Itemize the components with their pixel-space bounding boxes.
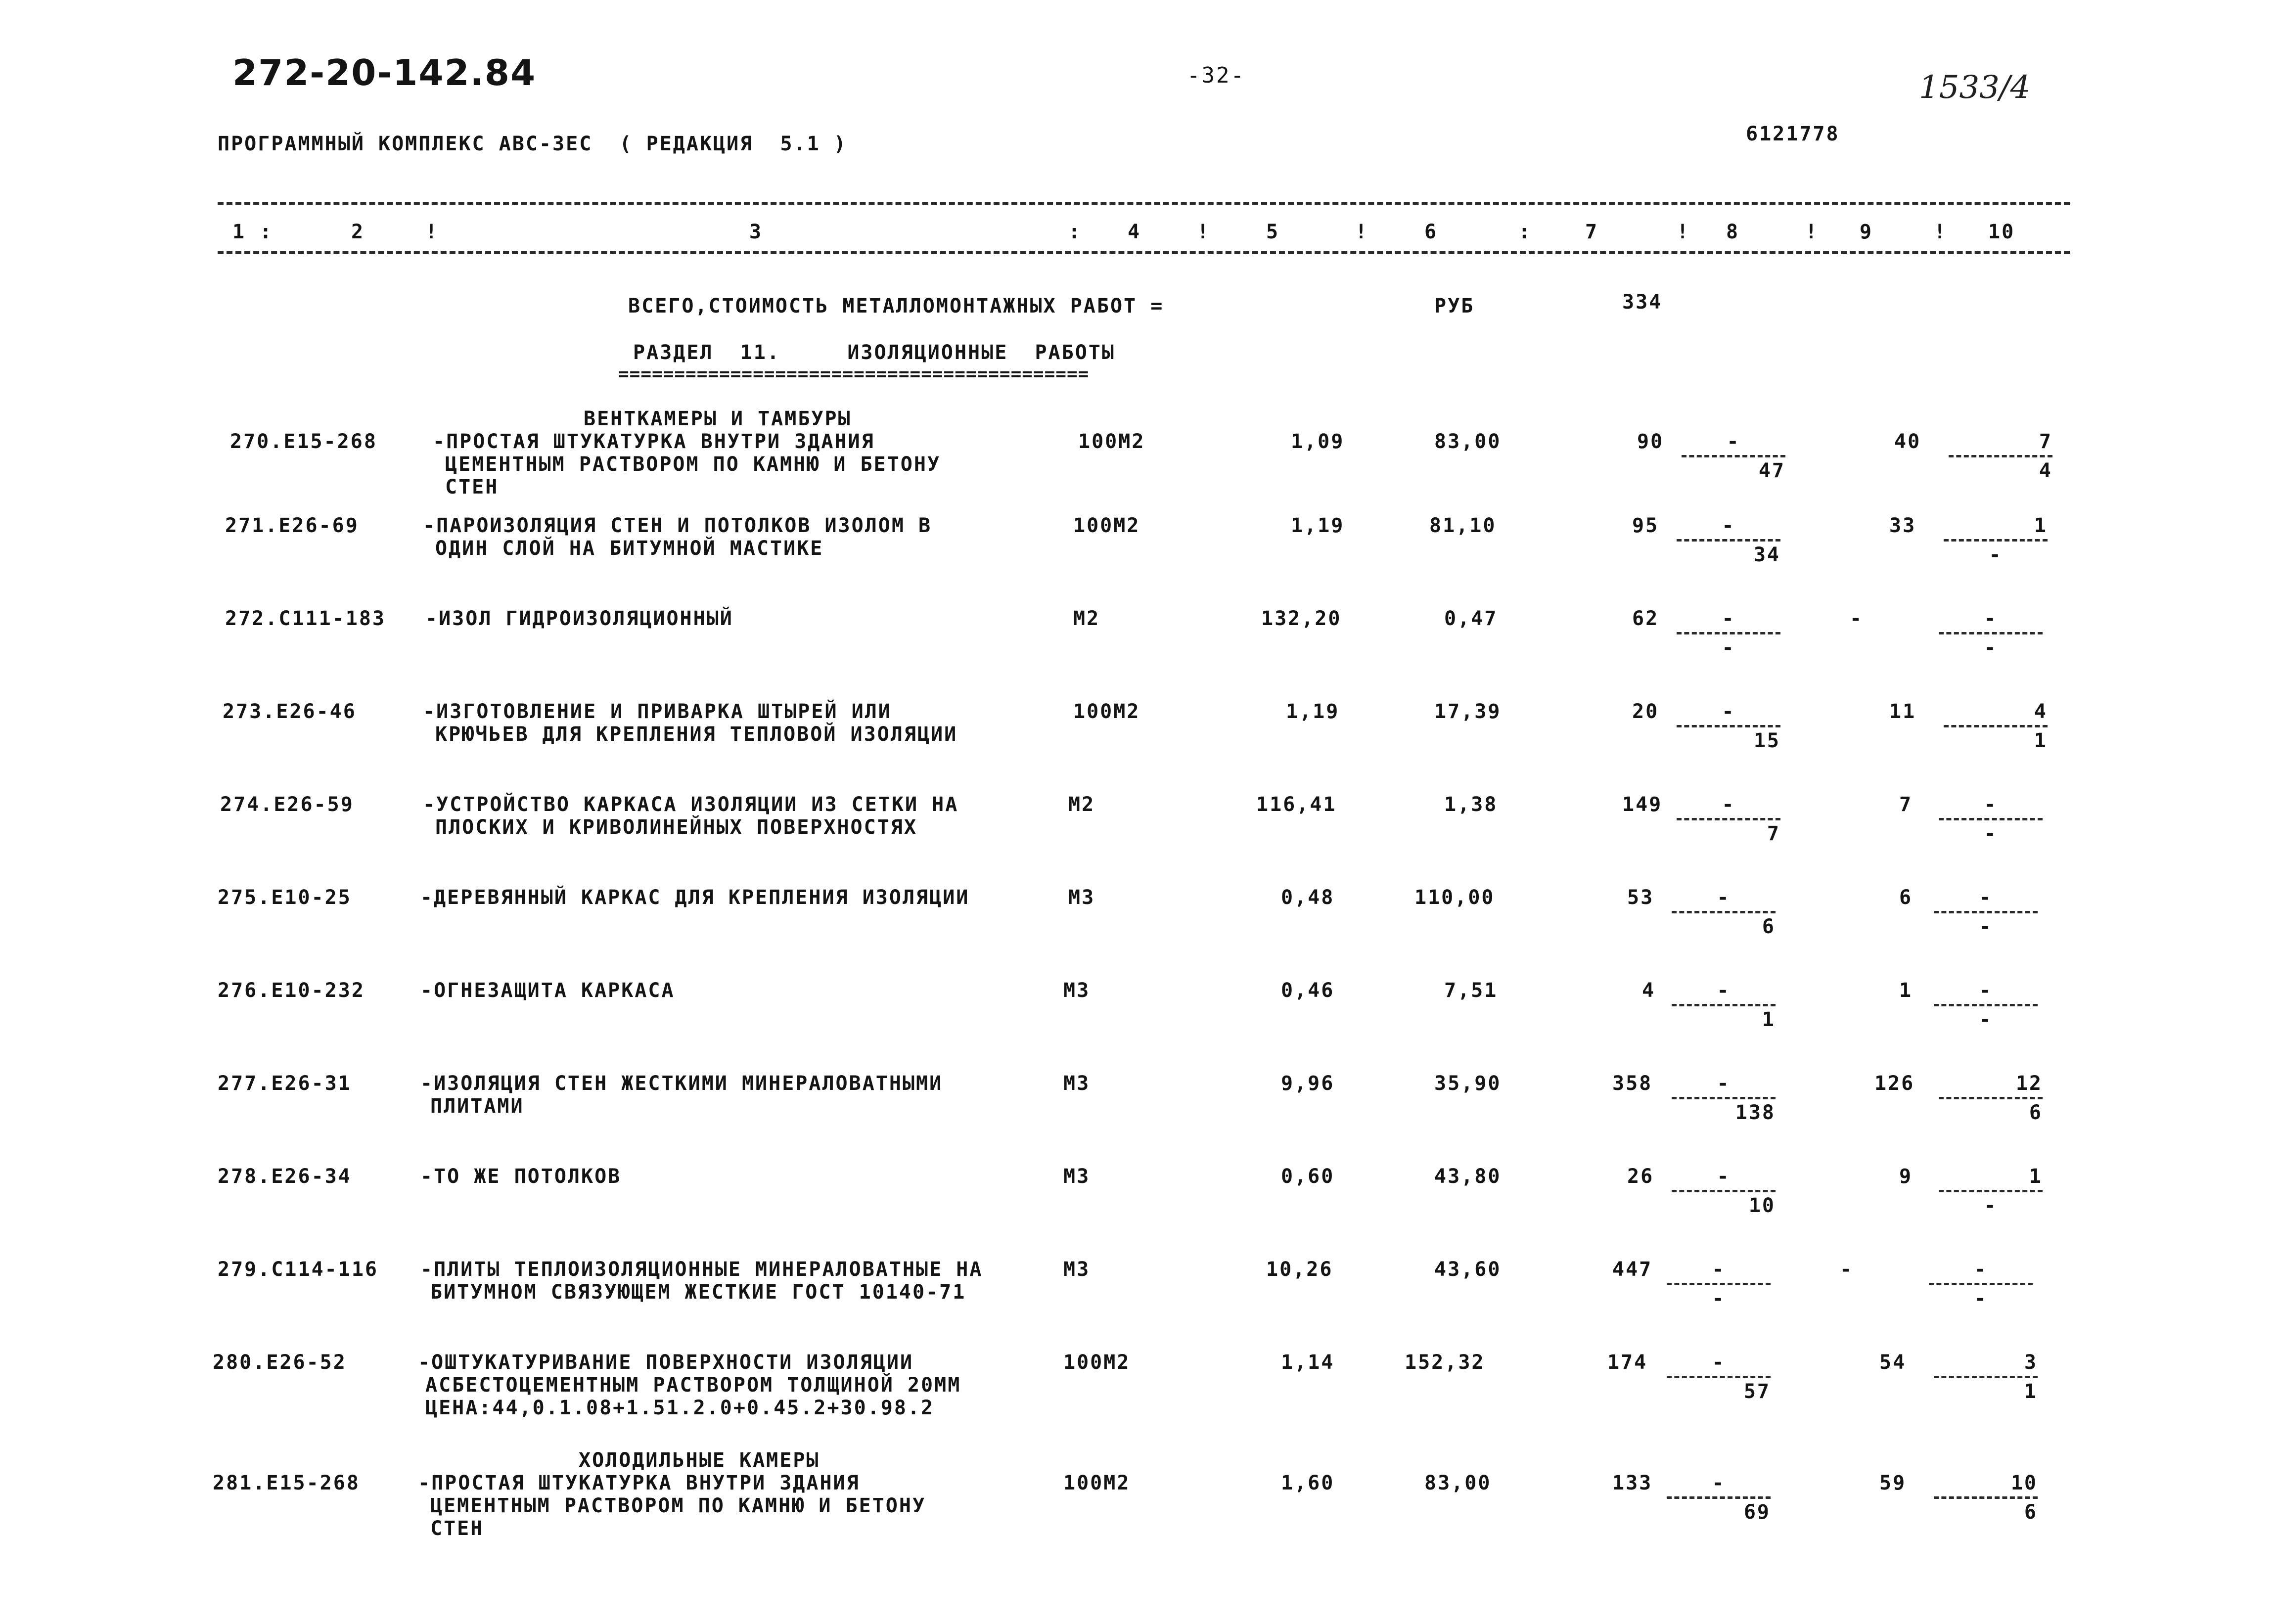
row-total: 20 xyxy=(1632,700,1659,723)
fraction-bar xyxy=(1939,1097,2043,1099)
row-code: 280.E26-52 xyxy=(213,1351,347,1374)
fraction-bar xyxy=(1934,1496,2038,1499)
row-col8-fraction xyxy=(1672,886,1776,938)
fraction-top: - xyxy=(1712,1258,1726,1281)
summary-label: ВСЕГО,СТОИМОСТЬ МЕТАЛЛОМОНТАЖНЫХ РАБОТ = xyxy=(628,295,1164,317)
row-description-line: -ПЛИТЫ ТЕПЛОИЗОЛЯЦИОННЫЕ МИНЕРАЛОВАТНЫЕ НА xyxy=(420,1258,983,1281)
column-separator: : xyxy=(260,221,273,243)
row-code: 275.E10-25 xyxy=(218,886,352,909)
fraction-bottom: 10 xyxy=(1748,1194,1776,1217)
column-header-3: 3 xyxy=(749,221,763,243)
row-quantity: 10,26 xyxy=(1266,1258,1333,1281)
fraction-bar xyxy=(1672,1097,1776,1099)
fraction-top: - xyxy=(1727,430,1740,453)
fraction-bottom: 6 xyxy=(2029,1101,2043,1124)
fraction-bottom: - xyxy=(1984,1194,1998,1217)
document-id-number: 6121778 xyxy=(1746,123,1840,145)
row-col10-fraction xyxy=(1939,1072,2043,1124)
row-col10-fraction xyxy=(1949,430,2052,482)
row-unit: М2 xyxy=(1073,607,1100,630)
row-total: 90 xyxy=(1637,430,1664,453)
row-total: 95 xyxy=(1632,514,1659,537)
row-quantity: 9,96 xyxy=(1281,1072,1335,1095)
fraction-bar xyxy=(1944,539,2048,541)
fraction-bottom: 4 xyxy=(2039,459,2052,482)
column-header-10: 10 xyxy=(1988,221,2015,243)
row-col8-fraction xyxy=(1672,1072,1776,1124)
fraction-top: - xyxy=(1722,514,1735,537)
group-label-cold-rooms: ХОЛОДИЛЬНЫЕ КАМЕРЫ xyxy=(579,1449,820,1472)
fraction-bottom: - xyxy=(1712,1287,1726,1310)
row-description-line: -ТО ЖЕ ПОТОЛКОВ xyxy=(420,1165,622,1188)
row-col10-fraction xyxy=(1939,607,2043,659)
row-description-line: -ПРОСТАЯ ШТУКАТУРКА ВНУТРИ ЗДАНИЯ xyxy=(418,1472,860,1494)
row-unit-price: 110,00 xyxy=(1414,886,1495,909)
row-total: 4 xyxy=(1642,979,1656,1002)
summary-unit: РУБ xyxy=(1434,295,1475,317)
row-col9: - xyxy=(1850,607,1864,630)
column-header-2: 2 xyxy=(351,221,365,243)
row-col8-fraction xyxy=(1677,514,1780,566)
fraction-bottom: - xyxy=(1974,1287,1988,1310)
fraction-bottom: 1 xyxy=(2034,729,2048,752)
row-unit-price: 43,80 xyxy=(1434,1165,1502,1188)
fraction-bar xyxy=(1672,1004,1776,1006)
fraction-bottom: - xyxy=(1979,915,1993,938)
row-description-line: -ИЗОЛ ГИДРОИЗОЛЯЦИОННЫЙ xyxy=(425,607,733,630)
row-unit: М2 xyxy=(1068,793,1095,816)
row-total: 26 xyxy=(1627,1165,1654,1188)
fraction-top: 12 xyxy=(2015,1072,2043,1095)
column-header-8: 8 xyxy=(1726,221,1740,243)
fraction-top: 4 xyxy=(2034,700,2048,723)
row-col8-fraction xyxy=(1672,1165,1776,1217)
fraction-bottom: 6 xyxy=(2024,1501,2038,1524)
fraction-top: - xyxy=(1717,1072,1731,1095)
row-unit: М3 xyxy=(1063,1165,1091,1188)
row-col10-fraction xyxy=(1934,1472,2038,1524)
fraction-top: - xyxy=(1722,607,1735,630)
row-col10-fraction xyxy=(1944,514,2048,566)
row-unit: 100М2 xyxy=(1063,1351,1131,1374)
row-unit-price: 7,51 xyxy=(1444,979,1498,1002)
fraction-bar xyxy=(1677,725,1780,727)
fraction-top: 1 xyxy=(2034,514,2048,537)
fraction-bottom: - xyxy=(1984,636,1998,659)
fraction-top: - xyxy=(1974,1258,1988,1281)
row-total: 53 xyxy=(1627,886,1654,909)
fraction-bar xyxy=(1949,455,2052,457)
column-separator: ! xyxy=(1355,221,1369,243)
column-separator: ! xyxy=(425,221,439,243)
row-quantity: 1,60 xyxy=(1281,1472,1335,1494)
row-code: 271.E26-69 xyxy=(225,514,359,537)
fraction-bar xyxy=(1939,1190,2043,1192)
row-unit-price: 43,60 xyxy=(1434,1258,1502,1281)
row-col8-fraction xyxy=(1667,1351,1771,1403)
row-col10-fraction xyxy=(1944,700,2048,752)
row-quantity: 1,19 xyxy=(1286,700,1340,723)
fraction-bar xyxy=(1667,1376,1771,1378)
row-total: 149 xyxy=(1622,793,1663,816)
fraction-top: - xyxy=(1712,1472,1726,1494)
row-description-line: АСБЕСТОЦЕМЕНТНЫМ РАСТВОРОМ ТОЛЩИНОЙ 20ММ xyxy=(425,1374,961,1397)
document-code: 272-20-142.84 xyxy=(232,52,537,93)
fraction-bar xyxy=(1677,539,1780,541)
row-description-line: -ОГНЕЗАЩИТА КАРКАСА xyxy=(420,979,675,1002)
fraction-top: - xyxy=(1717,1165,1731,1188)
fraction-bottom: 1 xyxy=(2024,1380,2038,1403)
column-header-4: 4 xyxy=(1128,221,1141,243)
fraction-top: - xyxy=(1717,979,1731,1002)
column-separator: ! xyxy=(1197,221,1211,243)
program-line: ПРОГРАММНЫЙ КОМПЛЕКС АВС-ЗЕС ( РЕДАКЦИЯ 5.1 ) xyxy=(218,133,847,155)
row-col9: 11 xyxy=(1889,700,1916,723)
fraction-top: - xyxy=(1722,700,1735,723)
row-description-line: -ПАРОИЗОЛЯЦИЯ СТЕН И ПОТОЛКОВ ИЗОЛОМ В xyxy=(423,514,932,537)
fraction-top: 7 xyxy=(2039,430,2052,453)
fraction-bar xyxy=(1677,818,1780,820)
row-col10-fraction xyxy=(1939,793,2043,845)
section-underline: ========================================== xyxy=(618,364,1090,384)
fraction-top: - xyxy=(1984,793,1998,816)
row-unit: М3 xyxy=(1068,886,1095,909)
row-description-line: СТЕН xyxy=(430,1517,484,1540)
fraction-bottom: - xyxy=(1979,1008,1993,1031)
row-col9: 9 xyxy=(1899,1165,1913,1188)
row-col9: 40 xyxy=(1894,430,1921,453)
fraction-bar xyxy=(1667,1283,1771,1285)
row-col9: 33 xyxy=(1889,514,1916,537)
row-description-line: ЦЕНА:44,0.1.08+1.51.2.0+0.45.2+30.98.2 xyxy=(425,1397,935,1419)
row-description-line: ЦЕМЕНТНЫМ РАСТВОРОМ ПО КАМНЮ И БЕТОНУ xyxy=(445,453,941,476)
row-col8-fraction xyxy=(1672,979,1776,1031)
row-code: 274.E26-59 xyxy=(220,793,354,816)
row-total: 133 xyxy=(1612,1472,1653,1494)
fraction-top: - xyxy=(1979,979,1993,1002)
column-header-9: 9 xyxy=(1860,221,1873,243)
header-top-rule xyxy=(218,202,2070,205)
fraction-bottom: 69 xyxy=(1743,1501,1771,1524)
row-unit-price: 81,10 xyxy=(1429,514,1497,537)
row-description-line: БИТУМНОМ СВЯЗУЮЩЕМ ЖЕСТКИЕ ГОСТ 10140-71 xyxy=(430,1281,966,1304)
handwritten-reference: 1533/4 xyxy=(1919,69,2031,106)
row-description-line: КРЮЧЬЕВ ДЛЯ КРЕПЛЕНИЯ ТЕПЛОВОЙ ИЗОЛЯЦИИ xyxy=(435,723,958,746)
row-code: 270.E15-268 xyxy=(230,430,377,453)
fraction-bottom: 47 xyxy=(1758,459,1785,482)
row-unit-price: 1,38 xyxy=(1444,793,1498,816)
column-separator: ! xyxy=(1677,221,1690,243)
row-col8-fraction xyxy=(1682,430,1785,482)
fraction-bar xyxy=(1934,1376,2038,1378)
row-col9: 7 xyxy=(1899,793,1913,816)
row-description-line: -ОШТУКАТУРИВАНИЕ ПОВЕРХНОСТИ ИЗОЛЯЦИИ xyxy=(418,1351,914,1374)
section-title: РАЗДЕЛ 11. ИЗОЛЯЦИОННЫЕ РАБОТЫ xyxy=(633,341,1115,364)
fraction-top: - xyxy=(1722,793,1735,816)
row-unit: М3 xyxy=(1063,1258,1091,1281)
column-header-6: 6 xyxy=(1424,221,1438,243)
row-unit: 100М2 xyxy=(1073,514,1140,537)
fraction-bar xyxy=(1944,725,2048,727)
row-unit-price: 152,32 xyxy=(1405,1351,1485,1374)
fraction-bar xyxy=(1929,1283,2033,1285)
row-quantity: 0,60 xyxy=(1281,1165,1335,1188)
row-quantity: 116,41 xyxy=(1256,793,1337,816)
row-total: 174 xyxy=(1607,1351,1648,1374)
row-description-line: -УСТРОЙСТВО КАРКАСА ИЗОЛЯЦИИ ИЗ СЕТКИ НА xyxy=(423,793,959,816)
row-col10-fraction xyxy=(1934,886,2038,938)
row-code: 281.E15-268 xyxy=(213,1472,360,1494)
fraction-bar xyxy=(1677,632,1780,634)
row-total: 447 xyxy=(1612,1258,1653,1281)
row-col9: 126 xyxy=(1874,1072,1915,1095)
fraction-top: - xyxy=(1717,886,1731,909)
column-separator: : xyxy=(1068,221,1082,243)
fraction-top: - xyxy=(1979,886,1993,909)
row-description-line: ПЛОСКИХ И КРИВОЛИНЕЙНЫХ ПОВЕРХНОСТЯХ xyxy=(435,816,917,839)
row-unit-price: 83,00 xyxy=(1434,430,1502,453)
fraction-bottom: - xyxy=(1984,822,1998,845)
fraction-bottom: 34 xyxy=(1753,543,1780,566)
row-col9: 59 xyxy=(1879,1472,1907,1494)
fraction-bottom: 57 xyxy=(1743,1380,1771,1403)
column-header-1: 1 xyxy=(232,221,246,243)
row-col8-fraction xyxy=(1667,1472,1771,1524)
fraction-bar xyxy=(1667,1496,1771,1499)
row-col10-fraction xyxy=(1929,1258,2033,1310)
row-col10-fraction xyxy=(1939,1165,2043,1217)
fraction-bottom: - xyxy=(1989,543,2003,566)
row-description-line: -ПРОСТАЯ ШТУКАТУРКА ВНУТРИ ЗДАНИЯ xyxy=(433,430,875,453)
header-bottom-rule xyxy=(218,251,2070,254)
row-description-line: СТЕН xyxy=(445,476,499,498)
row-description-line: -ДЕРЕВЯННЫЙ КАРКАС ДЛЯ КРЕПЛЕНИЯ ИЗОЛЯЦИИ xyxy=(420,886,970,909)
row-col8-fraction xyxy=(1677,607,1780,659)
row-description-line: ЦЕМЕНТНЫМ РАСТВОРОМ ПО КАМНЮ И БЕТОНУ xyxy=(430,1494,926,1517)
fraction-bar xyxy=(1934,1004,2038,1006)
row-unit: М3 xyxy=(1063,979,1091,1002)
row-code: 273.E26-46 xyxy=(223,700,357,723)
column-separator: : xyxy=(1518,221,1532,243)
row-quantity: 0,48 xyxy=(1281,886,1335,909)
row-col9: - xyxy=(1840,1258,1854,1281)
row-code: 276.E10-232 xyxy=(218,979,365,1002)
row-quantity: 132,20 xyxy=(1261,607,1342,630)
row-col9: 54 xyxy=(1879,1351,1907,1374)
row-col9: 6 xyxy=(1899,886,1913,909)
fraction-bottom: 15 xyxy=(1753,729,1780,752)
row-unit: 100М2 xyxy=(1073,700,1140,723)
row-code: 279.C114-116 xyxy=(218,1258,378,1281)
fraction-bar xyxy=(1672,1190,1776,1192)
row-code: 278.E26-34 xyxy=(218,1165,352,1188)
fraction-top: 3 xyxy=(2024,1351,2038,1374)
row-unit-price: 83,00 xyxy=(1424,1472,1492,1494)
row-unit-price: 35,90 xyxy=(1434,1072,1502,1095)
row-quantity: 1,09 xyxy=(1291,430,1345,453)
fraction-top: 1 xyxy=(2029,1165,2043,1188)
row-unit-price: 0,47 xyxy=(1444,607,1498,630)
row-quantity: 0,46 xyxy=(1281,979,1335,1002)
row-col8-fraction xyxy=(1667,1258,1771,1310)
fraction-bar xyxy=(1682,455,1785,457)
row-code: 272.C111-183 xyxy=(225,607,386,630)
row-unit: 100М2 xyxy=(1063,1472,1131,1494)
column-header-7: 7 xyxy=(1585,221,1599,243)
row-quantity: 1,14 xyxy=(1281,1351,1335,1374)
row-col8-fraction xyxy=(1677,700,1780,752)
row-description-line: -ИЗГОТОВЛЕНИЕ И ПРИВАРКА ШТЫРЕЙ ИЛИ xyxy=(423,700,892,723)
fraction-bottom: 7 xyxy=(1767,822,1780,845)
column-header-5: 5 xyxy=(1266,221,1280,243)
fraction-top: 10 xyxy=(2010,1472,2038,1494)
fraction-bottom: 1 xyxy=(1762,1008,1776,1031)
fraction-top: - xyxy=(1712,1351,1726,1374)
fraction-bar xyxy=(1934,911,2038,913)
fraction-top: - xyxy=(1984,607,1998,630)
row-unit: М3 xyxy=(1063,1072,1091,1095)
column-separator: ! xyxy=(1805,221,1819,243)
fraction-bottom: 6 xyxy=(1762,915,1776,938)
row-description-line: ОДИН СЛОЙ НА БИТУМНОЙ МАСТИКЕ xyxy=(435,537,824,560)
page-number: -32- xyxy=(1187,63,1245,88)
row-description-line: ПЛИТАМИ xyxy=(430,1095,524,1118)
row-col10-fraction xyxy=(1934,1351,2038,1403)
row-code: 277.E26-31 xyxy=(218,1072,352,1095)
row-unit: 100М2 xyxy=(1078,430,1145,453)
fraction-bottom: - xyxy=(1722,636,1735,659)
row-col8-fraction xyxy=(1677,793,1780,845)
fraction-bar xyxy=(1939,818,2043,820)
summary-value: 334 xyxy=(1622,291,1663,314)
row-quantity: 1,19 xyxy=(1291,514,1345,537)
row-total: 62 xyxy=(1632,607,1659,630)
column-separator: ! xyxy=(1934,221,1948,243)
row-unit-price: 17,39 xyxy=(1434,700,1502,723)
row-total: 358 xyxy=(1612,1072,1653,1095)
fraction-bottom: 138 xyxy=(1735,1101,1776,1124)
row-col9: 1 xyxy=(1899,979,1913,1002)
fraction-bar xyxy=(1939,632,2043,634)
group-label-ventchambers: ВЕНТКАМЕРЫ И ТАМБУРЫ xyxy=(584,407,852,430)
row-description-line: -ИЗОЛЯЦИЯ СТЕН ЖЕСТКИМИ МИНЕРАЛОВАТНЫМИ xyxy=(420,1072,943,1095)
row-col10-fraction xyxy=(1934,979,2038,1031)
fraction-bar xyxy=(1672,911,1776,913)
